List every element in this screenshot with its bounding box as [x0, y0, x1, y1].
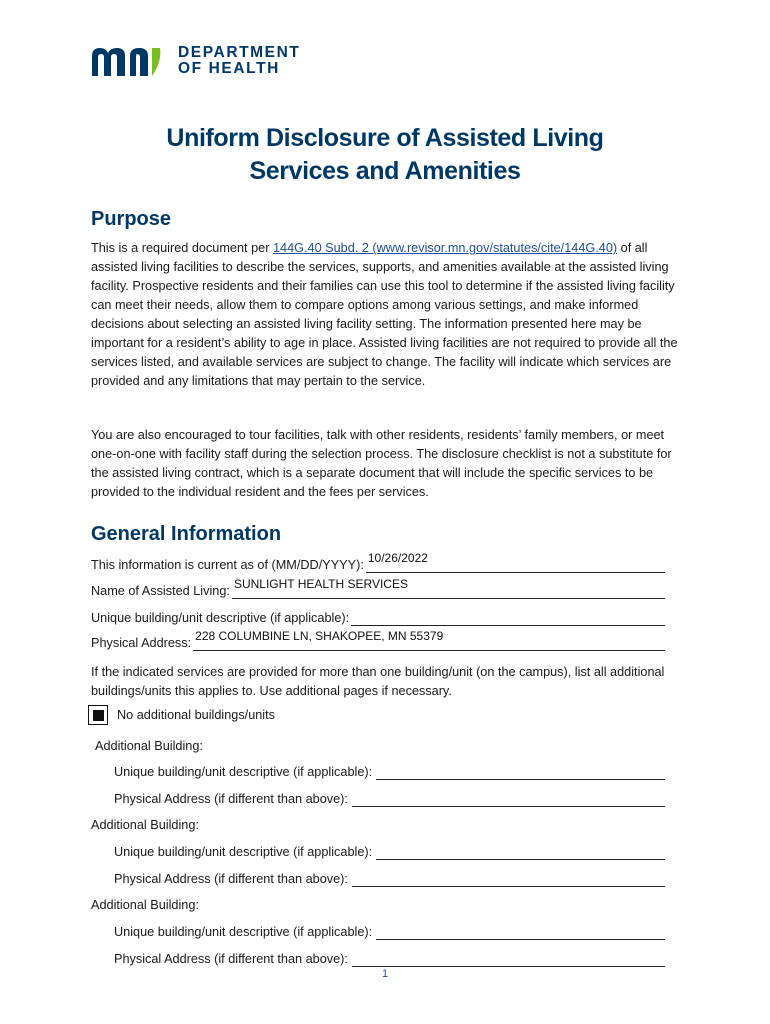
current-as-of-field — [91, 551, 665, 573]
logo-line-1: DEPARTMENT — [178, 44, 301, 61]
physical-address-value: 228 COLUMBINE LN, SHAKOPEE, MN 55379 — [195, 629, 444, 643]
additional-building-1-address-field — [114, 790, 665, 807]
current-as-of-input[interactable] — [366, 551, 665, 573]
title-line-1: Uniform Disclosure of Assisted Living — [166, 124, 604, 152]
unique-building-label: Unique building/unit descriptive (if applicable): — [91, 611, 350, 625]
additional-building-3-heading: Additional Building: — [91, 898, 199, 912]
additional-building-3-unit-input[interactable] — [376, 923, 665, 940]
physical-address-field — [91, 629, 665, 651]
unique-building-field — [91, 609, 665, 626]
additional-building-1-unit-label: Unique building/unit descriptive (if applicable): — [114, 765, 373, 779]
current-as-of-value: 10/26/2022 — [367, 551, 428, 565]
mn-department-of-health-logo — [90, 44, 301, 78]
additional-building-1-address-input[interactable] — [352, 790, 665, 807]
additional-building-2-unit-field — [114, 843, 665, 860]
statute-link[interactable]: 144G.40 Subd. 2 (www.revisor.mn.gov/statutes/cite/144G.40) — [272, 241, 618, 255]
additional-building-2-unit-label: Unique building/unit descriptive (if applicable): — [114, 845, 373, 859]
title-line-2: Services and Amenities — [249, 157, 521, 185]
logo-text — [178, 45, 301, 77]
no-additional-buildings-label: No additional buildings/units — [117, 708, 275, 722]
additional-building-1-heading: Additional Building: — [95, 739, 203, 753]
purpose-p1-rest: of all assisted living facilities to describe the services, supports, and amenities available at the assisted living facility. Prospective residents and their families can use this tool to determine if the assisted living facility can meet their needs, allow them to compare options among various settings, and make informed decisions about selecting an assisted living facility setting. The information presented here may be important for a resident’s ability to age in place. Assisted living facilities are not required to provide all the services listed, and available services are subject to change. The facility will indicate which services are provided and any limitations that may pertain to the service. — [91, 241, 678, 388]
additional-building-3-address-field — [114, 950, 665, 967]
additional-building-2-address-field — [114, 870, 665, 887]
purpose-paragraph-1 — [91, 239, 681, 391]
additional-building-2-heading: Additional Building: — [91, 818, 199, 832]
additional-building-3-address-input[interactable] — [352, 950, 665, 967]
purpose-p1-prefix: This is a required document per — [91, 241, 273, 255]
assisted-living-name-field — [91, 577, 665, 599]
purpose-paragraph-2: You are also encouraged to tour facilities, talk with other residents, residents’ family members, or meet one-on-one with facility staff during the selection process. The disclosure checklist is not a substitute for the assisted living contract, which is a separate document that will include the specific services to be provided to the individual resident and the fees per services. — [91, 428, 672, 499]
no-additional-buildings-row — [88, 705, 275, 725]
purpose-heading: Purpose — [91, 208, 172, 230]
assisted-living-name-input[interactable] — [232, 577, 665, 599]
checkbox-fill — [93, 710, 104, 721]
additional-building-2-unit-input[interactable] — [376, 843, 665, 860]
mn-state-logo-icon — [90, 44, 170, 78]
multi-building-instructions: If the indicated services are provided for more than one building/unit (on the campus), list all additional buildings/units this applies to. Use additional pages if necessary. — [91, 665, 665, 698]
page-number: 1 — [381, 968, 389, 980]
physical-address-label: Physical Address: — [91, 636, 192, 650]
assisted-living-name-value: SUNLIGHT HEALTH SERVICES — [233, 577, 408, 591]
document-title — [0, 122, 770, 188]
checkbox-checked-icon[interactable] — [88, 705, 108, 725]
additional-building-3-unit-label: Unique building/unit descriptive (if applicable): — [114, 925, 373, 939]
additional-building-1-unit-field — [114, 763, 665, 780]
additional-building-1-unit-input[interactable] — [376, 763, 665, 780]
logo-line-2: OF HEALTH — [178, 60, 280, 77]
additional-building-3-address-label: Physical Address (if different than above): — [114, 952, 348, 966]
additional-building-2-address-label: Physical Address (if different than above): — [114, 872, 348, 886]
additional-building-3-unit-field — [114, 923, 665, 940]
assisted-living-name-label: Name of Assisted Living: — [91, 584, 230, 598]
unique-building-input[interactable] — [351, 609, 665, 626]
additional-building-2-address-input[interactable] — [352, 870, 665, 887]
physical-address-input[interactable] — [193, 629, 665, 651]
additional-building-1-address-label: Physical Address (if different than above): — [114, 792, 348, 806]
current-as-of-label: This information is current as of (MM/DD/YYYY): — [91, 558, 364, 572]
general-information-heading: General Information — [91, 523, 282, 545]
